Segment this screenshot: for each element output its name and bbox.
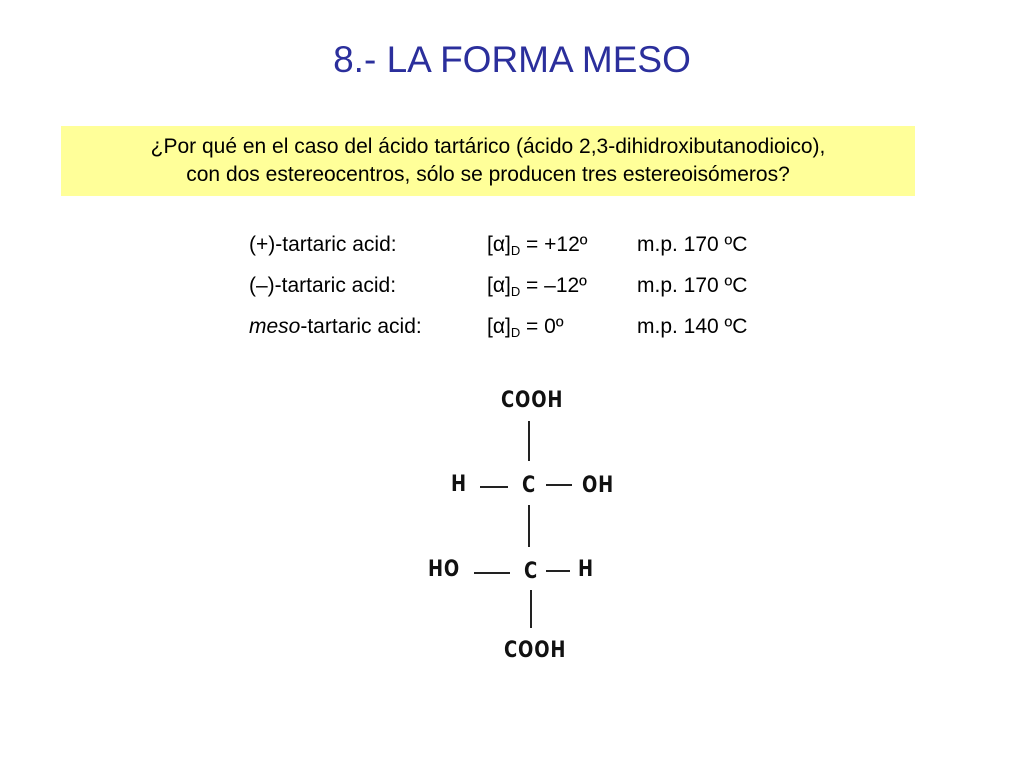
melting-point: m.p. 170 ºC — [637, 274, 748, 297]
c1-right-oh-label: OH — [582, 473, 615, 498]
rotation-symbol: [α] — [487, 274, 511, 297]
melting-point: m.p. 170 ºC — [637, 233, 748, 256]
properties-row — [249, 230, 809, 271]
compound-name-rest: -tartaric acid: — [300, 315, 422, 338]
rotation-subscript: D — [510, 243, 521, 258]
rotation-value: = –12º — [520, 274, 587, 297]
rotation-subscript: D — [510, 325, 521, 340]
c1-carbon-label: C — [522, 473, 537, 498]
c1-left-h-label: H — [451, 472, 467, 497]
compound-name: (+)-tartaric acid: — [249, 233, 397, 256]
bond-c2-right — [546, 570, 570, 572]
rotation-symbol: [α] — [487, 315, 511, 338]
bond-c1-right — [546, 484, 572, 486]
question-box — [61, 126, 915, 196]
properties-row — [249, 312, 809, 353]
specific-rotation — [487, 230, 587, 266]
c2-left-ho-label: HO — [428, 557, 461, 582]
rotation-value: = +12º — [520, 233, 588, 256]
question-line-2: con dos estereocentros, sólo se producen tres estereoisómeros? — [186, 163, 790, 186]
compound-name: (–)-tartaric acid: — [249, 274, 397, 297]
melting-point: m.p. 140 ºC — [637, 315, 748, 338]
c2-right-h-label: H — [578, 557, 594, 582]
rotation-subscript: D — [510, 284, 521, 299]
compound-name — [249, 312, 422, 342]
properties-table — [249, 230, 809, 353]
question-line-1: ¿Por qué en el caso del ácido tartárico (ácido 2,3-dihidroxibutanodioico), — [150, 135, 826, 158]
bond-bottom-vertical — [530, 590, 532, 628]
bottom-carboxyl-label: COOH — [504, 638, 567, 663]
specific-rotation — [487, 312, 564, 348]
fischer-projection — [400, 375, 640, 675]
bond-c2-left — [474, 572, 510, 574]
rotation-symbol: [α] — [487, 233, 511, 256]
specific-rotation — [487, 271, 587, 307]
bond-top-vertical — [528, 421, 530, 461]
slide-title: 8.- LA FORMA MESO — [333, 39, 691, 80]
c2-carbon-label: C — [524, 559, 539, 584]
bond-c1-left — [480, 486, 508, 488]
bond-middle-vertical — [528, 505, 530, 547]
properties-row — [249, 271, 809, 312]
top-carboxyl-label: COOH — [501, 388, 564, 413]
rotation-value: = 0º — [520, 315, 564, 338]
meso-prefix: meso — [249, 315, 301, 338]
